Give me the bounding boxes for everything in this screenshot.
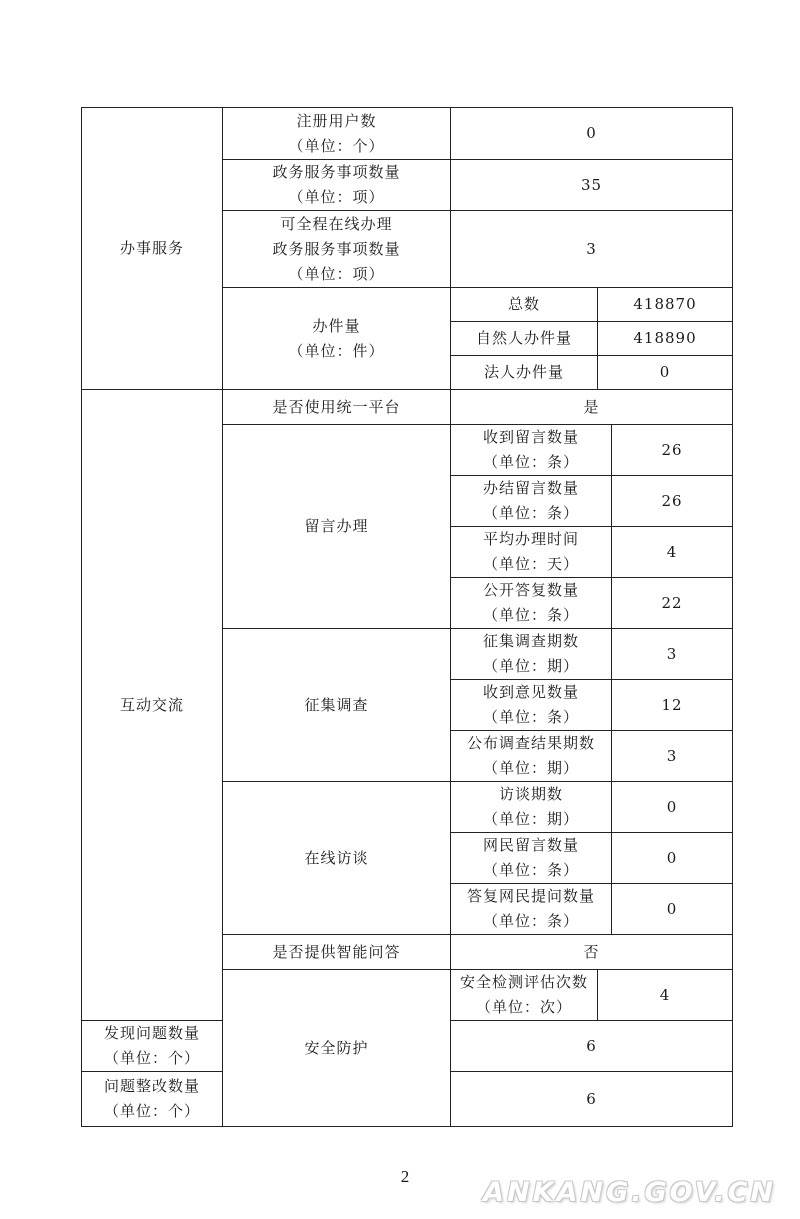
row-label: 注册用户数 （单位：个） bbox=[223, 108, 451, 160]
sub-value: 3 bbox=[612, 731, 733, 782]
sub-label: 征集调查期数 （单位：期） bbox=[451, 629, 612, 680]
row-value: 否 bbox=[451, 935, 733, 970]
row-label: 安全检测评估次数 （单位：次） bbox=[451, 970, 598, 1021]
sub-label: 访谈期数 （单位：期） bbox=[451, 782, 612, 833]
row-label: 是否提供智能问答 bbox=[223, 935, 451, 970]
sub-label: 总数 bbox=[451, 288, 598, 322]
row-value: 3 bbox=[451, 211, 733, 288]
sub-value: 0 bbox=[612, 833, 733, 884]
sub-label: 平均办理时间 （单位：天） bbox=[451, 527, 612, 578]
sub-value: 26 bbox=[612, 476, 733, 527]
row-value: 是 bbox=[451, 390, 733, 425]
sub-value: 26 bbox=[612, 425, 733, 476]
sub-label: 公布调查结果期数 （单位：期） bbox=[451, 731, 612, 782]
row-label: 政务服务事项数量 （单位：项） bbox=[223, 160, 451, 211]
row-value: 0 bbox=[451, 108, 733, 160]
row-value: 4 bbox=[598, 970, 733, 1021]
row-label: 办件量 （单位：件） bbox=[223, 288, 451, 390]
page-number: 2 bbox=[400, 1167, 410, 1186]
group-label: 在线访谈 bbox=[223, 782, 451, 935]
table-row bbox=[82, 390, 733, 425]
sub-label: 办结留言数量 （单位：条） bbox=[451, 476, 612, 527]
sub-value: 0 bbox=[612, 884, 733, 935]
sub-value: 0 bbox=[612, 782, 733, 833]
sub-value: 12 bbox=[612, 680, 733, 731]
category-service: 办事服务 bbox=[82, 108, 223, 390]
sub-label: 收到意见数量 （单位：条） bbox=[451, 680, 612, 731]
row-label: 是否使用统一平台 bbox=[223, 390, 451, 425]
category-interaction: 互动交流 bbox=[82, 390, 223, 1021]
sub-label: 自然人办件量 bbox=[451, 322, 598, 356]
sub-value: 0 bbox=[598, 356, 733, 390]
group-label: 留言办理 bbox=[223, 425, 451, 629]
sub-label: 公开答复数量 （单位：条） bbox=[451, 578, 612, 629]
group-label: 征集调查 bbox=[223, 629, 451, 782]
sub-label: 网民留言数量 （单位：条） bbox=[451, 833, 612, 884]
sub-value: 418870 bbox=[598, 288, 733, 322]
row-label: 问题整改数量 （单位：个） bbox=[82, 1072, 223, 1127]
sub-label: 收到留言数量 （单位：条） bbox=[451, 425, 612, 476]
site-watermark: ANKANG.GOV.CN bbox=[483, 1177, 776, 1208]
row-label: 发现问题数量 （单位：个） bbox=[82, 1021, 223, 1072]
table-row bbox=[82, 108, 733, 160]
row-label: 可全程在线办理 政务服务事项数量 （单位：项） bbox=[223, 211, 451, 288]
row-value: 6 bbox=[451, 1021, 733, 1072]
sub-label: 答复网民提问数量 （单位：条） bbox=[451, 884, 612, 935]
sub-value: 3 bbox=[612, 629, 733, 680]
row-value: 35 bbox=[451, 160, 733, 211]
row-value: 6 bbox=[451, 1072, 733, 1127]
statistics-table bbox=[81, 107, 733, 1127]
category-security: 安全防护 bbox=[223, 970, 451, 1127]
sub-value: 4 bbox=[612, 527, 733, 578]
sub-value: 418890 bbox=[598, 322, 733, 356]
sub-label: 法人办件量 bbox=[451, 356, 598, 390]
sub-value: 22 bbox=[612, 578, 733, 629]
